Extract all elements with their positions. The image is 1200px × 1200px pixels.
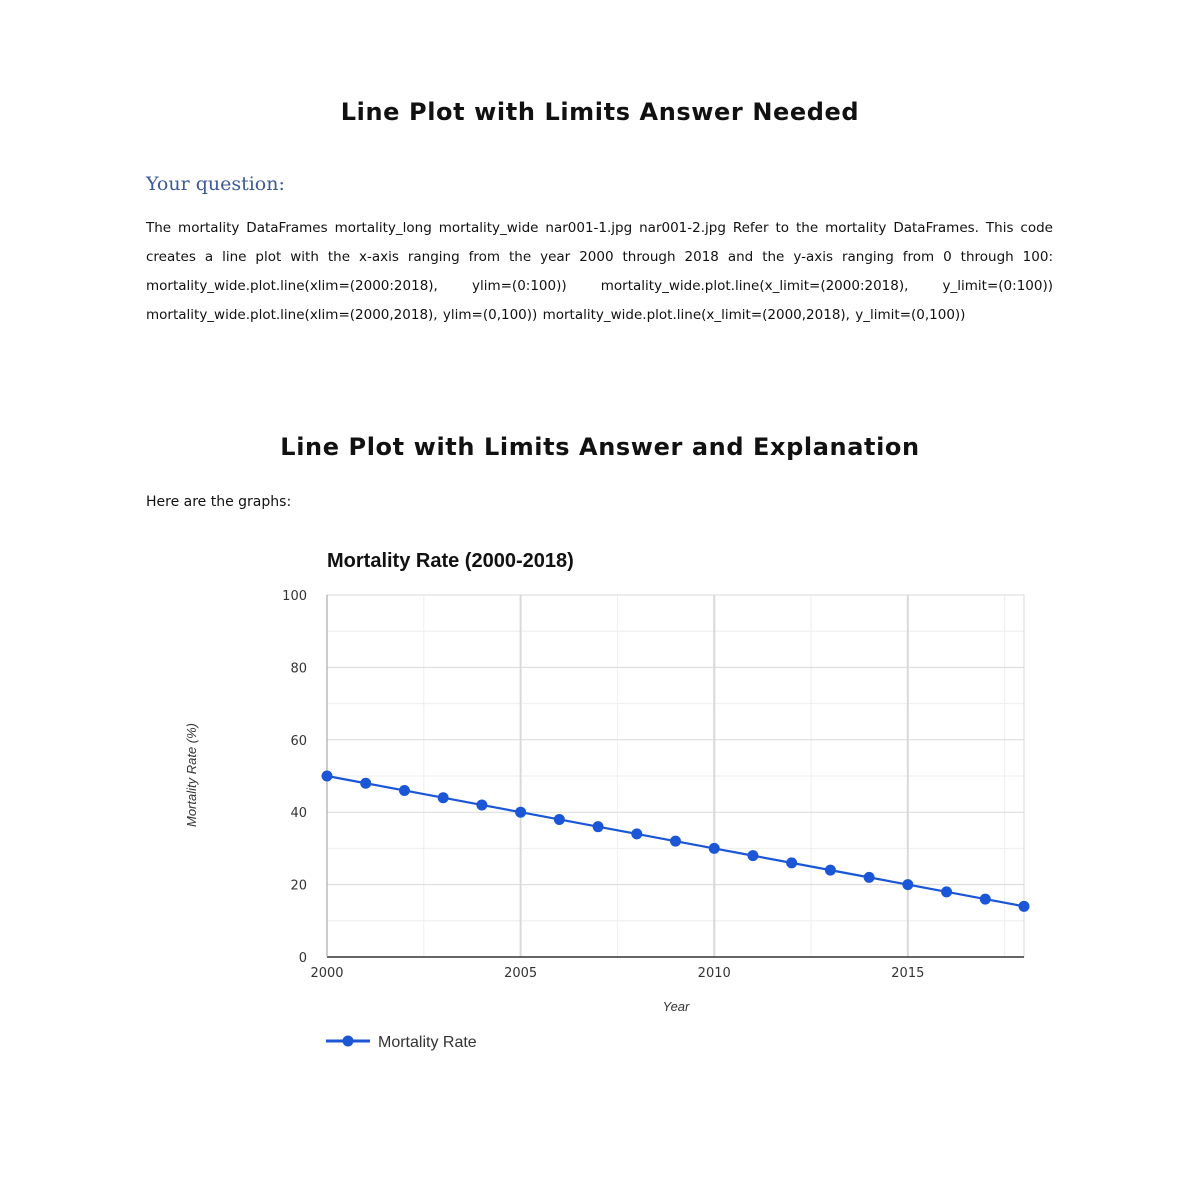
- data-point: [515, 807, 526, 818]
- graphs-intro-text: Here are the graphs:: [146, 494, 292, 510]
- data-point: [593, 821, 604, 832]
- data-point: [554, 814, 565, 825]
- y-tick-label: 80: [290, 661, 307, 677]
- data-point: [322, 771, 333, 782]
- chart-grid: [327, 595, 1024, 957]
- legend-marker: [343, 1036, 354, 1047]
- x-tick-label: 2005: [504, 966, 538, 981]
- y-tick-label: 0: [298, 951, 307, 966]
- data-point: [786, 857, 797, 868]
- data-point: [747, 850, 758, 861]
- answer-needed-heading: Line Plot with Limits Answer Needed: [340, 98, 860, 126]
- data-point: [399, 785, 410, 796]
- chart-legend: [326, 1034, 477, 1051]
- data-point: [476, 799, 487, 810]
- x-tick-label: 2015: [891, 966, 925, 981]
- y-axis-label: Mortality Rate (%): [184, 722, 199, 828]
- x-axis-label: Year: [662, 999, 690, 1014]
- data-point: [864, 872, 875, 883]
- mortality-line-chart: [170, 535, 1050, 1065]
- data-point: [360, 778, 371, 789]
- answer-explanation-heading: Line Plot with Limits Answer and Explanation: [280, 433, 920, 461]
- data-point: [438, 792, 449, 803]
- data-point: [825, 865, 836, 876]
- chart-series: [322, 771, 1030, 912]
- data-point: [980, 894, 991, 905]
- x-tick-label: 2000: [310, 966, 344, 981]
- y-tick-label: 20: [290, 878, 307, 894]
- data-point: [902, 879, 913, 890]
- question-text: The mortality DataFrames mortality_long mortality_wide nar001-1.jpg nar001-2.jpg Refer to the mortality DataFrames. This code creates a line plot with the x-axis ranging from the year 2000 through 2018 and the y-axis ranging from 0 through 100: mortality_wide.plot.line(xlim=(2000:2018), ylim=(0:100)) mortality_wide.plot.line(x_limit=(2000:2018), y_limit=(0:100)) mortality_wide.plot.line(xlim=(2000,2018), ylim=(0,100)) mortality_wide.plot.line(x_limit=(2000,2018), y_limit=(0,100)): [146, 220, 1053, 323]
- legend-label: Mortality Rate: [378, 1034, 477, 1051]
- your-question-label: Your question:: [146, 173, 285, 195]
- chart-title: Mortality Rate (2000-2018): [327, 550, 574, 572]
- y-tick-label: 40: [290, 806, 307, 822]
- data-point: [1019, 901, 1030, 912]
- y-tick-label: 60: [290, 733, 307, 749]
- data-point: [631, 828, 642, 839]
- data-point: [670, 836, 681, 847]
- data-point: [709, 843, 720, 854]
- y-tick-label: 100: [282, 589, 307, 604]
- x-tick-label: 2010: [697, 966, 731, 981]
- data-point: [941, 886, 952, 897]
